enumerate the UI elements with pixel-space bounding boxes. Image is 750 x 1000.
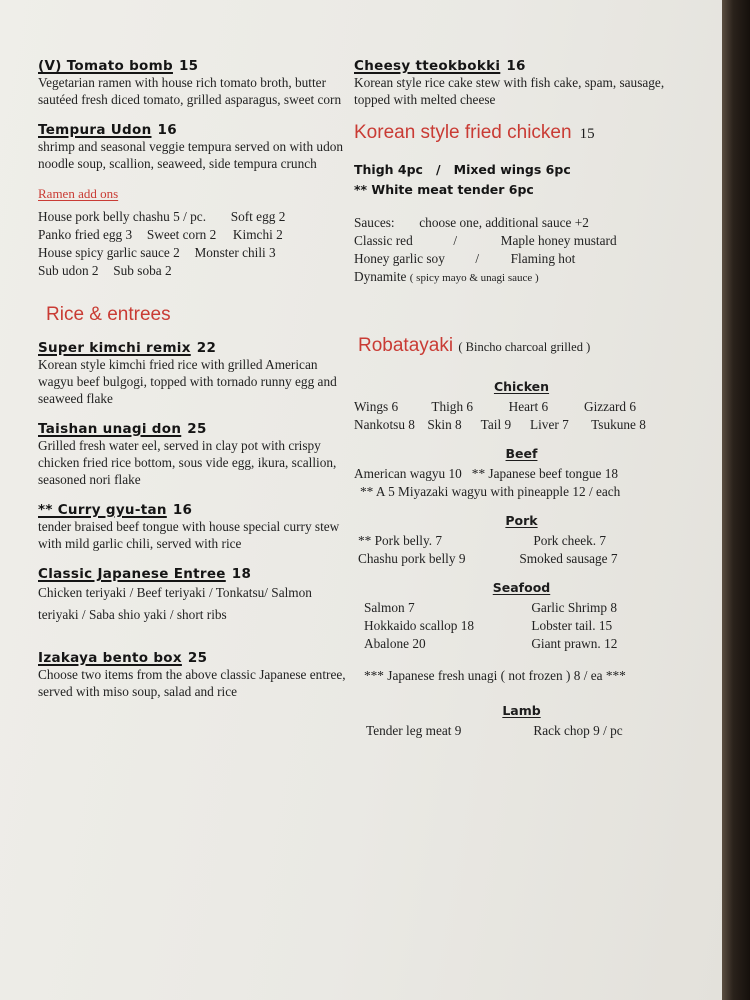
sauce-option: Dynamite: [354, 269, 407, 284]
seafood-items-row: [354, 617, 689, 635]
item-price: 16: [506, 58, 526, 74]
addons-line: [38, 226, 348, 244]
chicken-option: Thigh 4pc / Mixed wings 6pc: [354, 162, 571, 177]
addons-line: [38, 244, 348, 262]
item-name: Tempura Udon: [38, 122, 152, 138]
pork-items-row: [354, 550, 689, 568]
table-edge: [722, 0, 750, 1000]
menu-item-super-kimchi-remix: [38, 340, 348, 407]
addons-line: [38, 208, 348, 226]
item-description: Vegetarian ramen with house rich tomato broth, butter sautéed fresh diced tomato, grilled asparagus, sweet corn: [38, 75, 342, 107]
robata-item: Hokkaido scallop 18: [364, 618, 475, 633]
item-name: Classic Japanese Entree: [38, 566, 226, 582]
robata-item: Liver 7: [529, 417, 569, 432]
menu-item-curry-gyu-tan: [38, 502, 348, 552]
robata-item: Chashu pork belly 9: [358, 551, 466, 566]
sauces-instruction: choose one, additional sauce +2: [419, 215, 589, 230]
item-name: Cheesy tteokbokki: [354, 58, 501, 74]
robata-item: Wings 6: [354, 399, 399, 414]
robata-item: Nankotsu 8: [354, 417, 415, 432]
menu-item-izakaya-bento-box: [38, 650, 348, 700]
item-name: Super kimchi remix: [38, 340, 191, 356]
robata-item: Abalone 20: [364, 636, 426, 651]
menu-item-taishan-unagi-don: [38, 421, 348, 488]
sauces-block: [354, 214, 689, 287]
robata-item: Smoked sausage 7: [519, 551, 618, 566]
item-price: 25: [187, 421, 207, 437]
category-beef: Beef: [505, 446, 538, 461]
right-column: [354, 58, 689, 740]
lamb-items-row: [354, 722, 689, 740]
robata-item: Heart 6: [508, 399, 549, 414]
section-title-text: Robatayaki: [358, 335, 454, 356]
robata-item: Gizzard 6: [583, 399, 637, 414]
sauce-note: ( spicy mayo & unagi sauce ): [409, 272, 539, 284]
section-title-robatayaki: [358, 335, 689, 357]
chicken-items-row: [354, 398, 689, 416]
ramen-addons: [38, 186, 348, 280]
item-name: Taishan unagi don: [38, 421, 182, 437]
category-pork: Pork: [505, 513, 538, 528]
category-chicken: Chicken: [493, 379, 550, 394]
item-price: 18: [231, 566, 252, 582]
beef-line: American wagyu 10 ** Japanese beef tongue 18: [354, 466, 619, 481]
item-price: 16: [157, 122, 177, 138]
sauce-separator: /: [475, 251, 480, 266]
beef-line: ** A 5 Miyazaki wagyu with pineapple 12 / each: [360, 484, 621, 499]
sauce-option: Classic red: [354, 233, 413, 248]
item-price: 25: [187, 650, 208, 666]
section-title-fried-chicken: [354, 122, 689, 144]
robata-item: Tender leg meat 9: [366, 723, 462, 738]
robata-item: Giant prawn. 12: [531, 636, 618, 651]
item-name: (V) Tomato bomb: [38, 58, 173, 74]
robata-item: Pork cheek. 7: [533, 533, 607, 548]
addon-item: House spicy garlic sauce 2: [38, 245, 180, 260]
sauces-row: [354, 268, 689, 287]
menu-item-tempura-udon: [38, 122, 348, 172]
sauces-row: [354, 232, 689, 250]
robata-item: Lobster tail. 15: [531, 618, 613, 633]
addon-item: Panko fried egg 3: [38, 227, 133, 242]
robata-item: Garlic Shrimp 8: [531, 600, 618, 615]
sauces-row: [354, 250, 689, 268]
sauce-option: Flaming hot: [510, 251, 576, 266]
item-description: tender braised beef tongue with house special curry stew with mild garlic chili, served with rice: [38, 519, 340, 551]
sauce-option: Maple honey mustard: [500, 233, 617, 248]
item-price: 16: [172, 502, 193, 518]
robata-item: Tsukune 8: [591, 417, 646, 432]
menu-item-cheesy-tteokbokki: [354, 58, 689, 108]
addon-item: Soft egg 2: [230, 209, 286, 224]
category-lamb: Lamb: [502, 703, 541, 718]
sauces-header: [354, 214, 689, 232]
item-description: Grilled fresh water eel, served in clay pot with crispy chicken fried rice bottom, sous vide egg, ikura, scallion, seasoned nori flake: [38, 438, 337, 487]
item-description: Choose two items from the above classic Japanese entree, served with miso soup, salad and rice: [38, 667, 346, 699]
addon-item: House pork belly chashu 5 / pc.: [38, 209, 207, 224]
item-price: 15: [178, 58, 199, 74]
item-description: Korean style kimchi fried rice with grilled American wagyu beef bulgogi, topped with tornado runny egg and seaweed flake: [38, 357, 337, 406]
menu-item-classic-japanese-entree: [38, 566, 348, 626]
robata-item: Rack chop 9 / pc: [533, 723, 623, 738]
seafood-items-row: [354, 635, 689, 653]
unagi-note: *** Japanese fresh unagi ( not frozen ) 8 / ea ***: [364, 668, 626, 683]
item-name: ** Curry gyu-tan: [38, 502, 167, 518]
sauce-option: Honey garlic soy: [354, 251, 445, 266]
section-price: 15: [579, 126, 595, 142]
seafood-items-row: [354, 599, 689, 617]
category-seafood: Seafood: [492, 580, 551, 595]
sauces-label: Sauces:: [354, 215, 395, 230]
left-column: [38, 58, 348, 714]
item-description: Korean style rice cake stew with fish cake, spam, sausage, topped with melted cheese: [354, 75, 665, 107]
item-description: shrimp and seasonal veggie tempura served on with udon noodle soup, scallion, seaweed, side tempura crunch: [38, 139, 344, 171]
section-title-text: Korean style fried chicken: [354, 122, 572, 143]
robata-item: Salmon 7: [364, 600, 415, 615]
item-name: Izakaya bento box: [38, 650, 182, 666]
addon-item: Monster chili 3: [194, 245, 276, 260]
item-price: 22: [196, 340, 217, 356]
addons-line: [38, 262, 348, 280]
addons-title: Ramen add ons: [38, 186, 119, 201]
chicken-option: ** White meat tender 6pc: [354, 182, 534, 197]
robata-item: Skin 8: [427, 417, 462, 432]
item-description: Chicken teriyaki / Beef teriyaki / Tonkatsu/ Salmon teriyaki / Saba shio yaki / short ribs: [38, 585, 312, 622]
sauce-separator: /: [453, 233, 458, 248]
section-title-rice-entrees: Rice & entrees: [46, 304, 171, 325]
addon-item: Sub udon 2: [38, 263, 99, 278]
robata-item: ** Pork belly. 7: [358, 533, 443, 548]
addon-item: Kimchi 2: [232, 227, 283, 242]
chicken-items-row: [354, 416, 689, 434]
robata-item: Tail 9: [480, 417, 512, 432]
addon-item: Sub soba 2: [113, 263, 172, 278]
pork-items-row: [354, 532, 689, 550]
addon-item: Sweet corn 2: [146, 227, 217, 242]
robata-item: Thigh 6: [431, 399, 474, 414]
section-note: ( Bincho charcoal grilled ): [458, 340, 591, 354]
menu-item-tomato-bomb: [38, 58, 348, 108]
